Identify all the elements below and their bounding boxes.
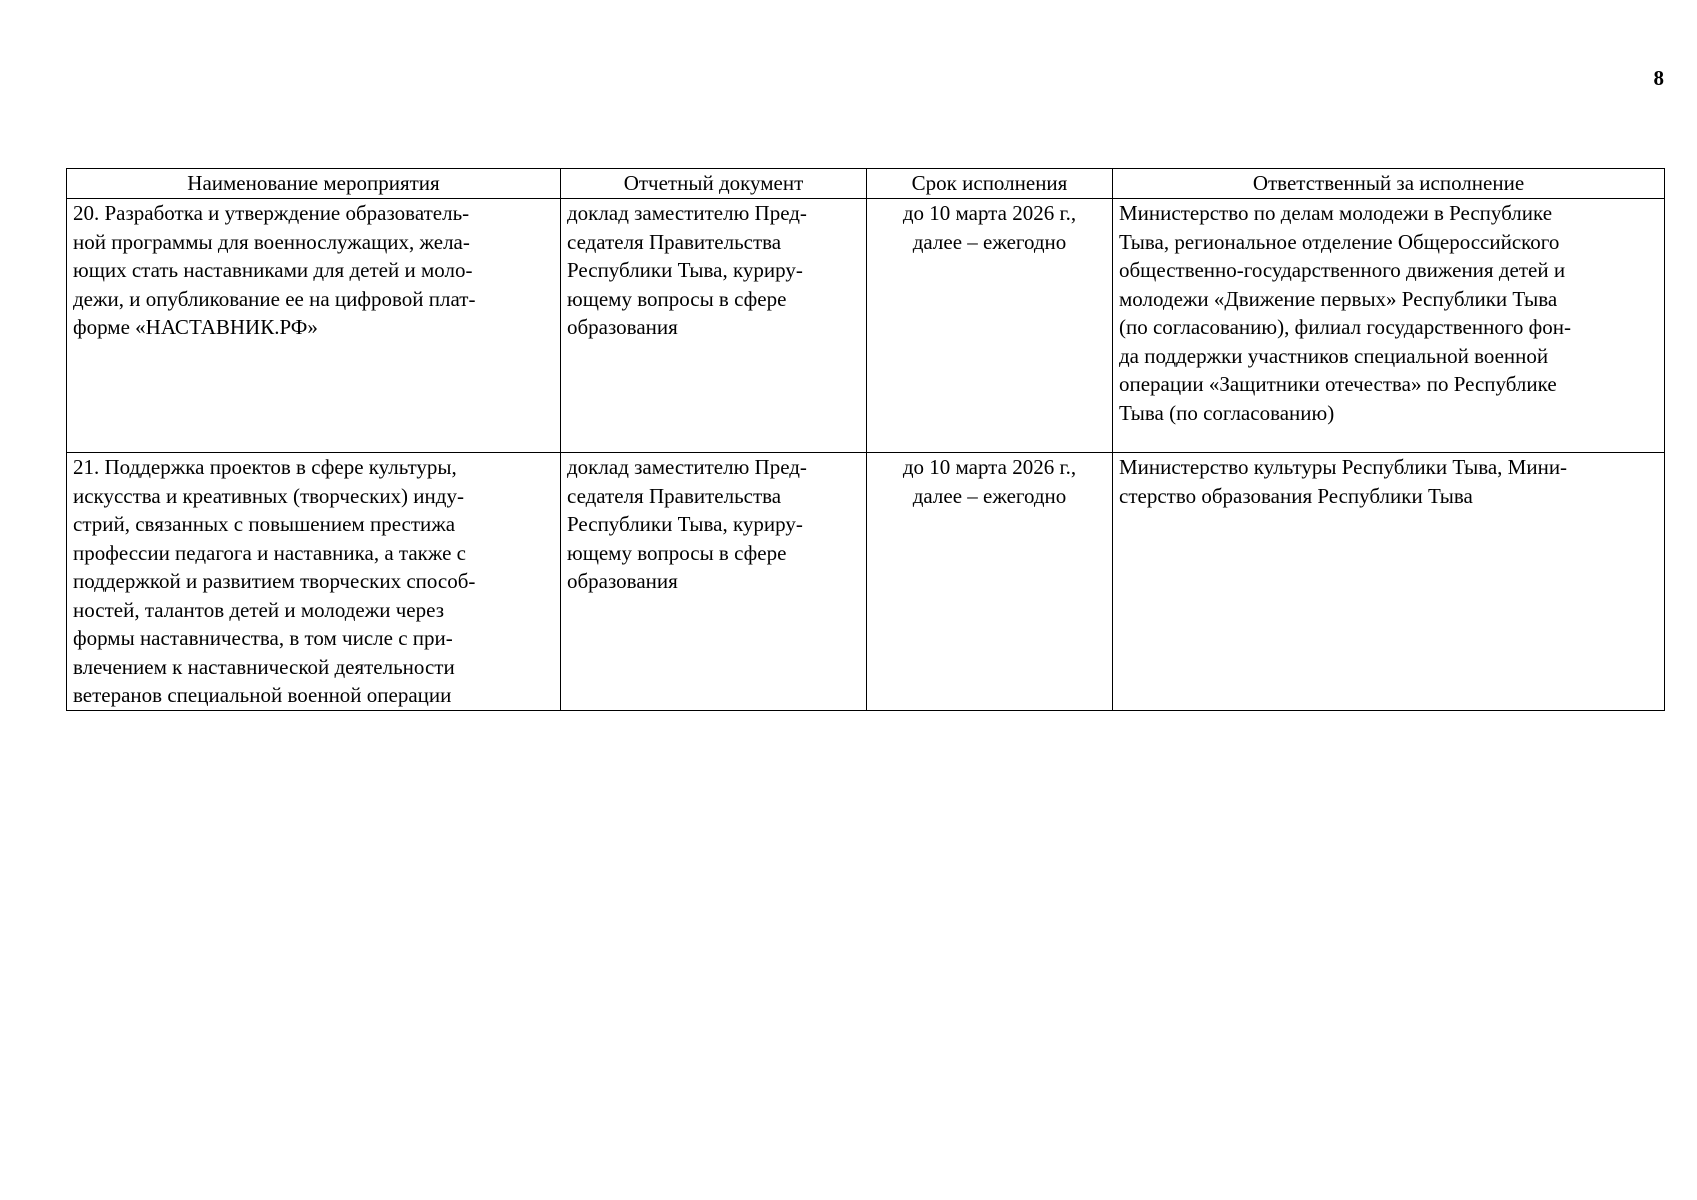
page-number: 8 [1653,66,1664,90]
document-text: доклад заместителю Пред- седателя Правительства Республики Тыва, куриру- ющему вопросы в сфере образования [567,201,807,339]
header-report-document: Отчетный документ [561,169,867,199]
header-responsible: Ответственный за исполнение [1113,169,1665,199]
event-text: 21. Поддержка проектов в сфере культуры, искусства и креативных (творческих) инду- стрий, связанных с повышением престижа профессии педагога и наставника, а также с поддержкой и развитием творческих способ- ностей, талантов детей и молодежи через формы наставничества, в том числе с при- влечением к наставнической деятельности ветеранов специальной военной операции [73,455,476,707]
event-text: 20. Разработка и утверждение образователь- ной программы для военнослужащих, жела- ющих стать наставниками для детей и моло- дежи, и опубликование ее на цифровой плат- форме «НАСТАВНИК.РФ» [73,201,476,339]
deadline-text: до 10 марта 2026 г., далее – ежегодно [902,201,1077,254]
table-row [67,453,1665,711]
header-event-name: Наименование мероприятия [67,169,561,199]
deadline-text: до 10 марта 2026 г., далее – ежегодно [902,455,1077,508]
cell-event [67,453,561,711]
cell-deadline [867,453,1113,711]
cell-event [67,199,561,453]
cell-deadline [867,199,1113,453]
responsible-text: Министерство по делам молодежи в Республике Тыва, региональное отделение Общероссийского общественно-государственного движения детей и молодежи «Движение первых» Республики Тыва (по согласованию), филиал государственного фон- да поддержки участников специальной военной операции «Защитники отечества» по Республике Тыва (по согласованию) [1119,201,1571,425]
header-deadline: Срок исполнения [867,169,1113,199]
activity-plan-table [66,168,1665,711]
document-text: доклад заместителю Пред- седателя Правительства Республики Тыва, куриру- ющему вопросы в сфере образования [567,455,807,593]
cell-responsible [1113,453,1665,711]
cell-document [561,199,867,453]
table-row [67,199,1665,453]
cell-document [561,453,867,711]
responsible-text: Министерство культуры Республики Тыва, Мини- стерство образования Республики Тыва [1119,455,1568,508]
cell-responsible [1113,199,1665,453]
table-header-row [67,169,1665,199]
